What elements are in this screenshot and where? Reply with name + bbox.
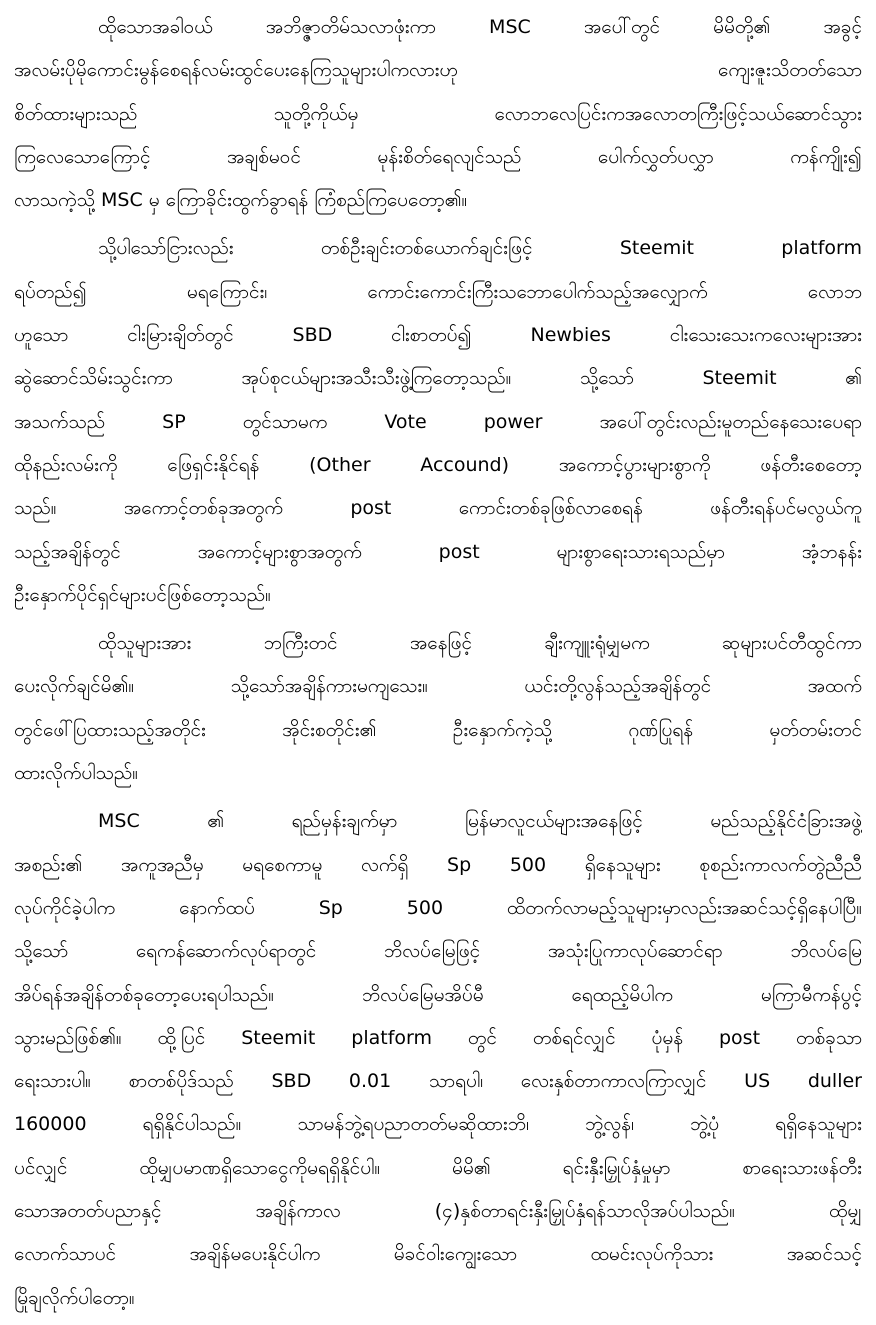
paragraph-line: အိပ်ရန်အချိန်တစ်ခုတော့ပေးရပါသည်။ ဘိလပ်မြေမအိပ်မီ ရေထည့်မိပါက မကြာမီကန်ပွင့် [14,983,862,1006]
paragraph-line: လာသကဲ့သို့ MSC မှ ကြောခိုင်းထွက်ခွာရန် ကြံစည်ကြပေတော့၏။ [14,189,468,212]
paragraph-2 [14,227,862,617]
document-page [14,6,862,1325]
paragraph-line: ပင်လျှင် ထိုမျှပမာဏရှိသောငွေကိုမရရှိနိုင်ပါ။ မိမိ၏ ရင်းနှီးမြှုပ်နှံမှုမှာ စာရေးသားဖန်တီး [14,1156,862,1179]
paragraph-line: ထိုသူများအား ဘကြီးတင် အနေဖြင့် ချီးကျူးရုံမျှမက ဆုများပင်တီထွင်ကာ [98,632,862,655]
paragraph-line: တွင်ဖေါ်ပြထားသည့်အတိုင်း အိုင်းစတိုင်း၏ ဦးနှောက်ကဲ့သို့ ဂုဏ်ပြုရန် မှတ်တမ်းတင် [14,718,862,741]
paragraph-line: MSC ၏ ရည်မှန်းချက်မှာ မြန်မာလူငယ်များအနေဖြင့် မည်သည့်နိုင်ငံခြားအဖွဲ့ [98,810,862,833]
paragraph-line: လောက်သာပင် အချိန်မပေးနိုင်ပါက မိခင်ဝါးကျွေးသော ထမင်းလုပ်ကိုသား အဆင်သင့် [14,1243,862,1266]
paragraph-line: အသက်သည် SP တွင်သာမက Vote power အပေါ်တွင်းလည်းမူတည်နေသေးပေရာ [14,410,862,433]
paragraph-4 [14,800,862,1320]
paragraph-line: သွားမည်ဖြစ်၏။ ထို့ပြင် Steemit platform တွင် တစ်ရင်လျှင် ပုံမှန် post တစ်ခုသာ [14,1026,862,1049]
paragraph-line: ကြလေသောကြောင့် အချစ်မဝင် မုန်းစိတ်ရေလျင်သည် ပေါက်လွှတ်ပလွှာ ကန်ကျိုး၍ [14,145,862,168]
paragraph-line: သောအတတ်ပညာနှင့် အချိန်ကာလ (၄)နှစ်တာရင်းနှီးမြှုပ်နှံရန်သာလိုအပ်ပါသည်။ ထိုမျှ [14,1200,862,1223]
paragraph-line: ရပ်တည်၍ မရကြောင်း၊ ကောင်းကောင်းကြီးသဘောပေါက်သည့်အလျှောက် လောဘ [14,280,862,303]
paragraph-line: ထိုသောအခါဝယ် အဘိဇ္ဇာတိမ်သလာဖုံးကာ MSC အပေါ်တွင် မိမိတို့၏ အခွင့် [98,16,862,38]
paragraph-line: သည်။ အကောင့်တစ်ခုအတွက် post ကောင်းတစ်ခုဖြစ်လာစေရန် ဖန်တီးရန်ပင်မလွယ်ကူ [14,497,862,520]
paragraph-line: ပေးလိုက်ချင်မိ၏။ သို့သော်အချိန်ကားမကျသေး။ ယင်းတို့လွန်သည့်အချိန်တွင် အထက် [14,675,862,698]
paragraph-line: လုပ်ကိုင်ခဲ့ပါက နောက်ထပ် Sp 500 ထိတက်လာမည့်သူများမှာလည်းအဆင်သင့်ရှိနေပါပြီ။ [14,896,862,919]
paragraph-line: ဟူသော ငါးမြားချိတ်တွင် SBD ငါးစာတပ်၍ Newbies ငါးသေးသေးကလေးများအား [14,324,862,347]
paragraph-line: အလမ်းပိုမိုကောင်းမွန်စေရန်လမ်းထွင်ပေးနေကြသူများပါကလားဟု ကျေးဇူးသိတတ်သော [14,59,862,82]
paragraph-line: အစည်း၏ အကူအညီမှ မရစေကာမူ လက်ရှိ Sp 500 ရှိနေသူများ စုစည်းကာလက်တွဲညီညီ [14,853,862,876]
paragraph-line: ထိုနည်းလမ်းကို ဖြေရှင်းနိုင်ရန် (Other Accound) အကောင့်ပွားများစွာကို ဖန်တီးစေတော့ [14,453,862,476]
paragraph-line: သည့်အချိန်တွင် အကောင့်များစွာအတွက် post များစွာရေးသားရသည်မှာ အံ့ဘနန်း [14,540,862,563]
paragraph-line: ထားလိုက်ပါသည်။ [14,762,139,785]
paragraph-line: သို့ပါသော်ငြားလည်း တစ်ဦးချင်းတစ်ယောက်ချင်းဖြင့် Steemit platform [98,237,862,260]
paragraph-line: စိတ်ထားများသည် သူတို့ကိုယ်မှ လောဘလေပြင်းကအလောတကြီးဖြင့်သယ်ဆောင်သွား [14,102,862,125]
paragraph-line: သို့သော် ရေကန်ဆောက်လုပ်ရာတွင် ဘိလပ်မြေဖြင့် အသုံးပြုကာလုပ်ဆောင်ရာ ဘိလပ်မြေ [14,940,862,963]
paragraph-line: ဦးနှောက်ပိုင်ရှင်များပင်ဖြစ်တော့သည်။ [14,583,271,606]
paragraph-3 [14,622,862,795]
paragraph-line: 160000 ရရှိနိုင်ပါသည်။ သာမန်ဘွဲ့ရပညာတတ်မဆိုထားဘိ၊ ဘွဲ့လွန်၊ ဘွဲ့ပုံ ရရှိနေသူများ [14,1113,862,1136]
paragraph-line: မြိုချလိုက်ပါတော့။ [14,1286,135,1309]
paragraph-line: ဆွဲဆောင်သိမ်းသွင်းကာ အုပ်စုငယ်များအသီးသီးဖွဲ့ကြတော့သည်။ သို့သော် Steemit ၏ [14,367,862,390]
paragraph-1 [14,6,862,222]
paragraph-line: ရေးသားပါ။ စာတစ်ပိုဒ်သည် SBD 0.01 သာရပါ၊ လေးနှစ်တာကာလကြာလျှင် US duller [14,1070,862,1093]
